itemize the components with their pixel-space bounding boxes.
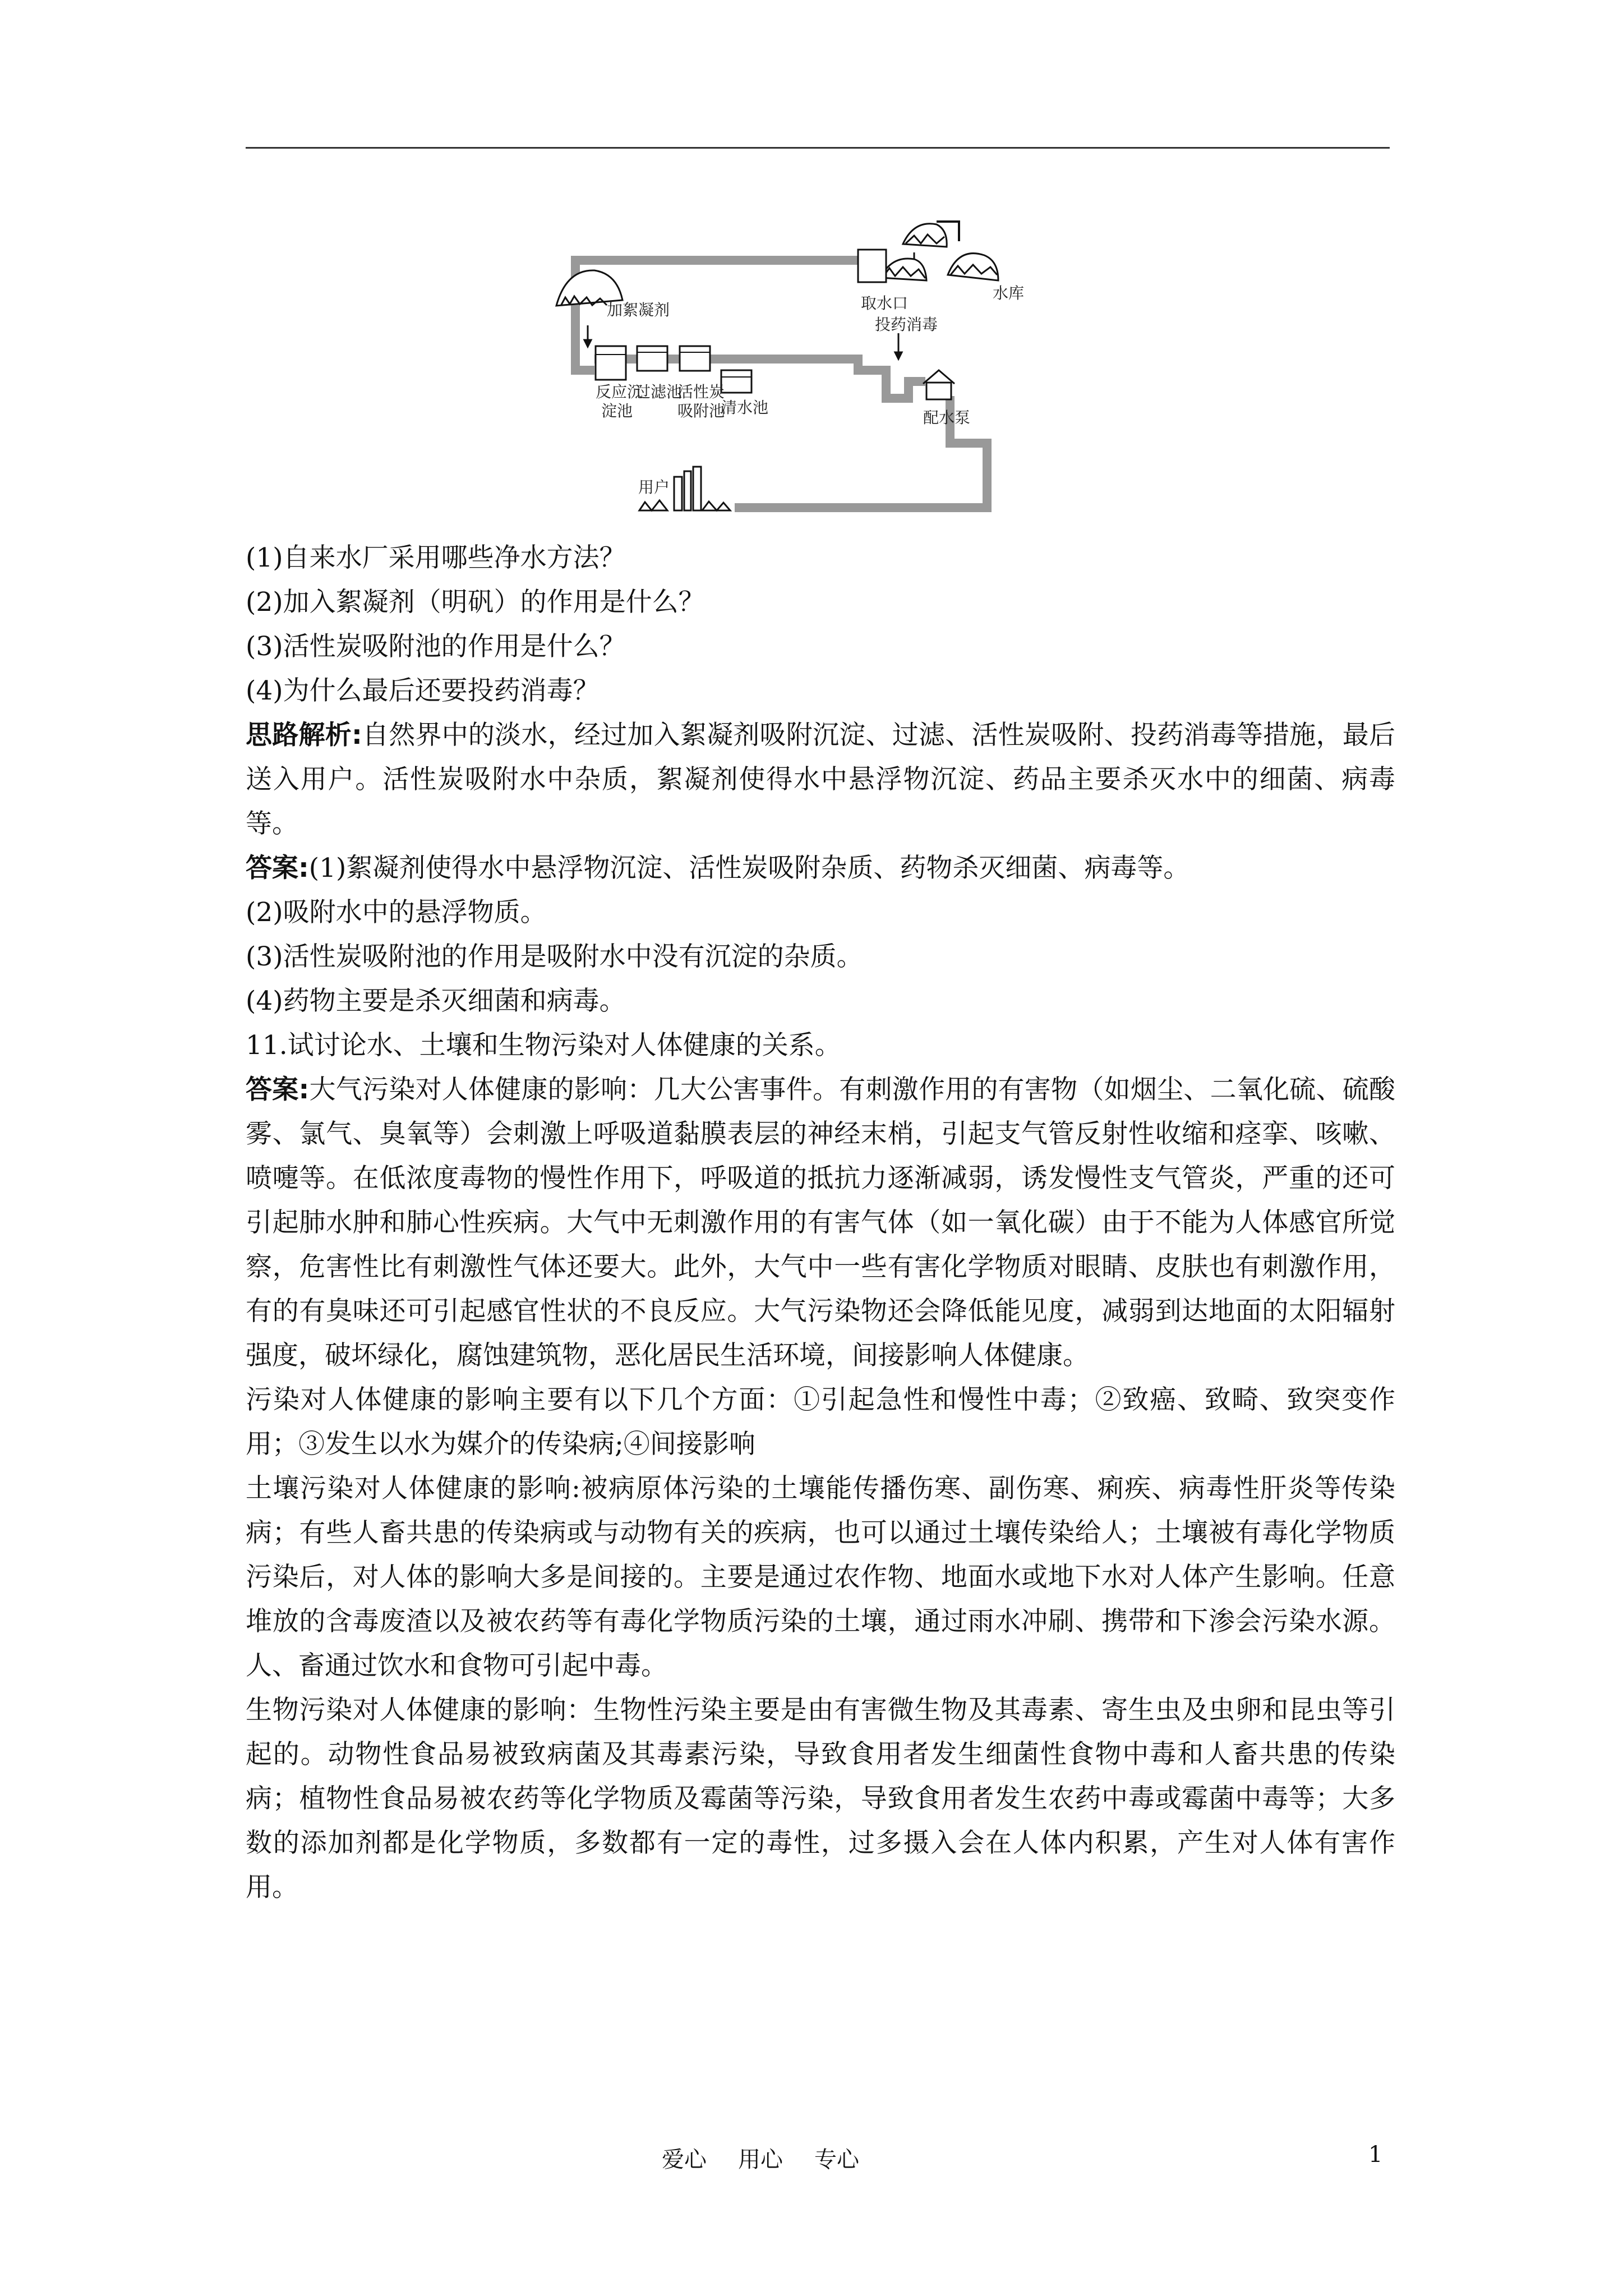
label-intake: 取水口 — [861, 294, 909, 312]
document-body — [246, 536, 1395, 1910]
question-3: (3)活性炭吸附池的作用是什么？ — [246, 631, 626, 662]
answer-1-item-2: (2)吸附水中的悬浮物质。 — [246, 897, 547, 928]
answer-2-air — [246, 1068, 1395, 1378]
answer-2-soil: 土壤污染对人体健康的影响:被病原体污染的土壤能传播伤寒、副伤寒、痢疾、病毒性肝炎等传染病；有些人畜共患的传染病或与动物有关的疾病，也可以通过土壤传染给人；土壤被有毒化学物质污染后，对人体的影响大多是间接的。主要是通过农作物、地面水或地下水对人体产生影响。任意堆放的含毒废渣以及被农药等有毒化学物质污染的土壤，通过雨水冲刷、携带和下渗会污染水源。人、畜通过饮水和食物可引起中毒。 — [246, 1473, 1395, 1681]
pump-house-icon — [923, 370, 955, 399]
question-2: (2)加入絮凝剂（明矾）的作用是什么？ — [246, 587, 705, 618]
question-1: (1)自来水厂采用哪些净水方法？ — [246, 542, 626, 573]
answer-1-item-4: (4)药物主要是杀灭细菌和病毒。 — [246, 986, 626, 1016]
label-filter: 过滤池 — [635, 383, 683, 401]
answer-1-item-3: (3)活性炭吸附池的作用是吸附水中没有沉淀的杂质。 — [246, 941, 863, 972]
label-user: 用户 — [638, 478, 670, 496]
answer-2-bio: 生物污染对人体健康的影响：生物性污染主要是由有害微生物及其毒素、寄生虫及虫卵和昆虫等引起的。动物性食品易被致病菌及其毒素污染，导致食用者发生细菌性食物中毒和人畜共患的传染病；植物性食品易被农药等化学物质及霉菌等污染，导致食用者发生农药中毒或霉菌中毒等；大多数的添加剂都是化学物质，多数都有一定的毒性，过多摄入会在人体内积累，产生对人体有害作用。 — [246, 1695, 1395, 1903]
page-number: 1 — [1368, 2142, 1383, 2168]
question-11: 11.试讨论水、土壤和生物污染对人体健康的关系。 — [246, 1030, 841, 1061]
label-reaction-1: 反应沉 — [596, 383, 643, 401]
carbon-tank-icon — [680, 346, 710, 371]
reservoir-mountains-icon — [880, 224, 998, 280]
answer-label: 答案: — [246, 853, 309, 884]
water-treatment-diagram — [555, 208, 1071, 527]
analysis-text: 自然界中的淡水，经过加入絮凝剂吸附沉淀、过滤、活性炭吸附、投药消毒等措施，最后送入用户。活性炭吸附水中杂质，絮凝剂使得水中悬浮物沉淀、药品主要杀灭水中的细菌、病毒等。 — [246, 720, 1396, 839]
filter-tank-icon — [637, 346, 667, 371]
footer-slogan-1: 爱心 — [662, 2147, 707, 2173]
answer-2-water: 污染对人体健康的影响主要有以下几个方面：①引起急性和慢性中毒；②致癌、致畸、致突变作用；③发生以水为媒介的传染病;④间接影响 — [246, 1384, 1395, 1460]
label-pump: 配水泵 — [923, 408, 971, 427]
label-clear: 清水池 — [721, 398, 769, 417]
intake-box-icon — [858, 250, 886, 282]
analysis-label: 思路解析: — [246, 720, 362, 751]
clear-tank-icon — [721, 370, 751, 393]
header-rule — [246, 147, 1390, 149]
label-carbon-1: 活性炭 — [677, 383, 725, 401]
footer-slogan-2: 用心 — [738, 2147, 783, 2173]
answer-1-text: (1)絮凝剂使得水中悬浮物沉淀、活性炭吸附杂质、药物杀灭细菌、病毒等。 — [308, 853, 1190, 884]
label-coagulant: 加絮凝剂 — [607, 301, 670, 319]
reaction-tank-icon — [596, 346, 626, 380]
label-disinfect: 投药消毒 — [875, 315, 938, 334]
answer-2-label: 答案: — [246, 1074, 310, 1105]
answer-1-first — [246, 846, 1395, 890]
footer-slogan-3: 专心 — [814, 2147, 859, 2173]
label-reaction-2: 淀池 — [601, 402, 633, 420]
water-treatment-flow-svg — [555, 208, 1071, 527]
label-carbon-2: 吸附池 — [677, 402, 725, 420]
analysis-paragraph — [246, 713, 1395, 846]
footer-slogan — [662, 2142, 891, 2174]
label-reservoir: 水库 — [993, 284, 1025, 302]
answer-2-air-text: 大气污染对人体健康的影响：几大公害事件。有刺激作用的有害物（如烟尘、二氧化硫、硫酸雾、氯气、臭氧等）会刺激上呼吸道黏膜表层的神经末梢，引起支气管反射性收缩和痉挛、咳嗽、喷嚏等。在低浓度毒物的慢性作用下，呼吸道的抵抗力逐渐减弱，诱发慢性支气管炎，严重的还可引起肺水肿和肺心性疾病。大气中无刺激作用的有害气体（如一氧化碳）由于不能为人体感官所觉察，危害性比有刺激性气体还要大。此外，大气中一些有害化学物质对眼睛、皮肤也有刺激作用，有的有臭味还可引起感官性状的不良反应。大气污染物还会降低能见度，减弱到达地面的太阳辐射强度，破坏绿化，腐蚀建筑物，恶化居民生活环境，间接影响人体健康。 — [246, 1074, 1396, 1371]
question-4: (4)为什么最后还要投药消毒？ — [246, 675, 600, 706]
